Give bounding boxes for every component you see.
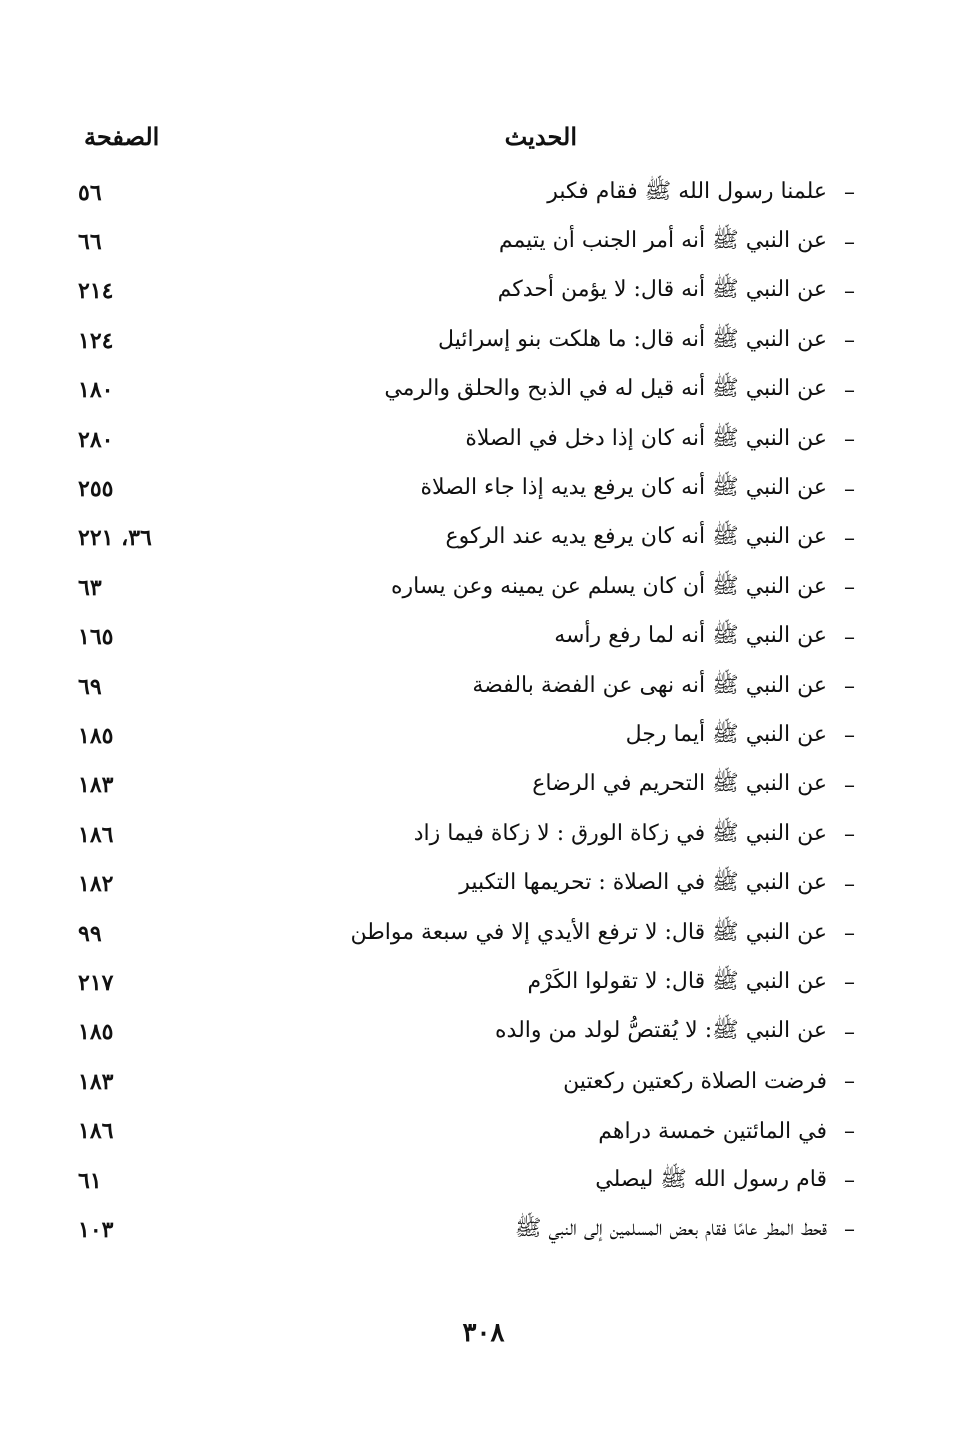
page-reference: ١٨٦ [78,1118,114,1145]
hadith-text: عن النبي ﷺ في زكاة الورق : لا زكاة فيما زاد [413,820,827,846]
index-row [70,1057,855,1106]
hadith-text: عن النبي ﷺ أنه قيل له في الذبح والحلق والرمي [384,376,827,402]
index-row [70,217,855,266]
page-reference: ٢١٤ [78,278,114,305]
hadith-text: عن النبي ﷺ أنه لما رفع رأسه [554,623,827,649]
hadith-text: عن النبي ﷺ أنه نهى عن الفضة بالفضة [472,672,827,698]
hadith-text: عن النبي ﷺ أن كان يسلم عن يمينه وعن يساره [391,573,827,599]
page-reference: ٢١٧ [78,969,114,996]
page-reference: ٣٦، ٢٢١ [78,525,152,552]
index-row [70,1156,855,1205]
page-reference: ١٨٠ [78,377,114,404]
index-list [70,168,855,1255]
page-number: ٣٠٨ [462,1318,505,1348]
row-dash: – [844,575,855,601]
row-dash: – [844,278,855,304]
row-dash: – [844,377,855,403]
row-dash: – [844,328,855,354]
hadith-text: قحط المطر عامًا فقام بعض المسلمين إلى النبي ﷺ [514,1215,827,1241]
row-dash: – [844,723,855,749]
index-row [70,909,855,958]
hadith-text: عن النبي ﷺ في الصلاة : تحريمها التكبير [459,870,827,896]
row-dash: – [844,1118,855,1144]
row-dash: – [844,1217,855,1243]
page-reference: ١٨٣ [78,772,114,799]
index-row [70,168,855,217]
hadith-text: عن النبي ﷺ أنه كان إذا دخل في الصلاة [465,425,827,451]
index-row [70,810,855,859]
hadith-text: عن النبي ﷺ أيما رجل [625,721,827,747]
page-reference: ١٨٥ [78,722,114,749]
page-reference: ٦٣ [78,574,102,601]
row-dash: – [844,1019,855,1045]
index-row [70,662,855,711]
hadith-text: في المائتين خمسة دراهم [598,1118,827,1144]
row-dash: – [844,427,855,453]
index-row [70,1205,855,1254]
row-dash: – [844,970,855,996]
hadith-text: عن النبي ﷺ التحريم في الرضاع [532,771,827,797]
page-reference: ٩٩ [78,920,102,947]
page-reference: ٥٦ [78,179,102,206]
row-dash: – [844,476,855,502]
hadith-text: عن النبي ﷺ أنه أمر الجنب أن يتيمم [498,228,827,254]
page-column-header: الصفحة [84,122,160,151]
index-row [70,958,855,1007]
index-row [70,1008,855,1057]
index-row [70,464,855,513]
page-reference: ١٢٤ [78,327,114,354]
row-dash: – [844,525,855,551]
page-reference: ١٨٣ [78,1068,114,1095]
index-row [70,267,855,316]
row-dash: – [844,822,855,848]
page-reference: ٢٥٥ [78,476,114,503]
index-row [70,514,855,563]
hadith-text: قام رسول الله ﷺ ليصلي [595,1166,827,1192]
hadith-text: عن النبي ﷺ قال: لا ترفع الأيدي إلا في سبعة مواطن [350,919,827,945]
index-row [70,711,855,760]
hadith-text: عن النبي ﷺ قال: لا تقولوا الكَرْم [527,968,827,994]
row-dash: – [844,229,855,255]
index-row [70,859,855,908]
index-row [70,613,855,662]
page-reference: ١٨٢ [78,871,114,898]
index-row [70,366,855,415]
hadith-text: عن النبي ﷺ: لا يُقتصُّ لولد من والده [495,1018,827,1044]
hadith-text: فرضت الصلاة ركعتين ركعتين [563,1069,827,1095]
hadith-text: عن النبي ﷺ أنه كان يرفع يديه إذا جاء الصلاة [420,475,827,501]
column-header-row [70,122,877,166]
hadith-text: عن النبي ﷺ أنه قال: لا يؤمن أحدكم [497,277,827,303]
index-row [70,761,855,810]
page-reference: ١٨٥ [78,1019,114,1046]
page-reference: ١٨٦ [78,821,114,848]
row-dash: – [844,624,855,650]
row-dash: – [844,772,855,798]
row-dash: – [844,180,855,206]
page-reference: ٦٦ [78,229,102,256]
page-reference: ٦١ [78,1167,102,1194]
hadith-text: عن النبي ﷺ أنه قال: ما هلكت بنو إسرائيل [438,326,827,352]
row-dash: – [844,1069,855,1095]
page-reference: ٦٩ [78,673,102,700]
index-row [70,415,855,464]
page-reference: ٢٨٠ [78,426,114,453]
index-row [70,1106,855,1155]
row-dash: – [844,674,855,700]
hadith-text: علمنا رسول الله ﷺ فقام فكبر [547,178,827,204]
hadith-column-header: الحديث [504,122,577,151]
page-reference: ١٠٣ [78,1216,114,1243]
row-dash: – [844,921,855,947]
index-row [70,563,855,612]
row-dash: – [844,1168,855,1193]
page-reference: ١٦٥ [78,624,114,651]
row-dash: – [844,871,855,897]
index-row [70,316,855,365]
hadith-text: عن النبي ﷺ أنه كان يرفع يديه عند الركوع [445,524,827,550]
